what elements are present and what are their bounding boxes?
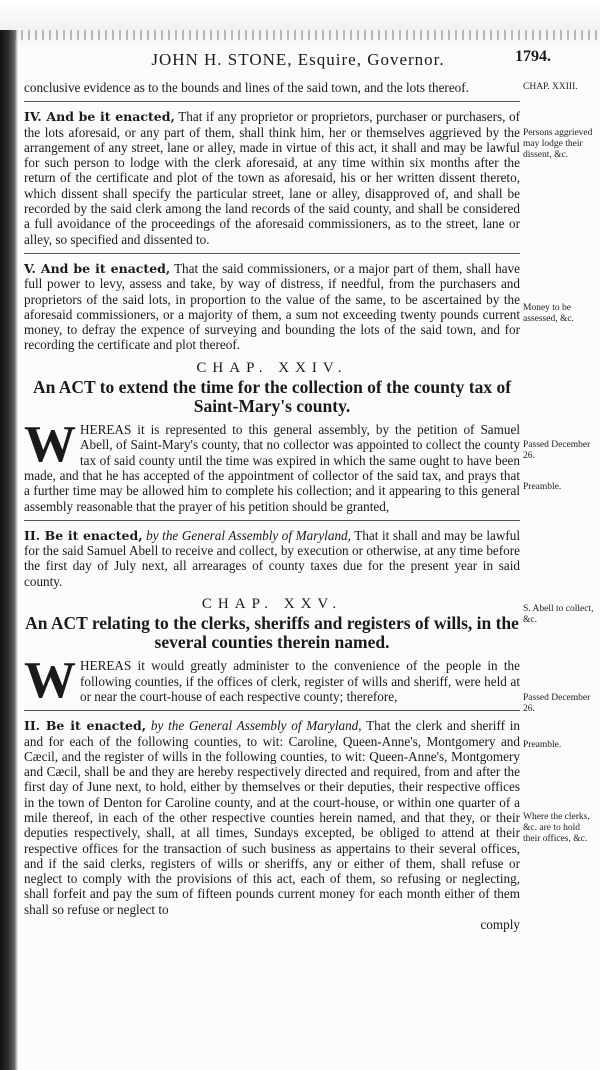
divider <box>24 101 520 102</box>
section-iv <box>24 109 520 247</box>
continued-paragraph: conclusive evidence as to the bounds and lines of the said town, and the lots thereof. <box>24 80 469 95</box>
section-xxv-ii-lead: II. Be it enacted, <box>24 718 147 734</box>
margin-note-passed-1: Passed December 26. <box>523 440 591 461</box>
margin-note-passed-2: Passed December 26. <box>523 693 591 714</box>
margin-note-chap-ref: CHAP. XXIII. <box>523 82 578 92</box>
section-iv-text: That if any proprietor or proprietors, purchaser or purchasers, of the lots aforesaid, or any part of them, shall think him, her or themselves aggrieved by the arrangement of any street, lane or alley, made in virtue of this act, it shall and may be lawful for such person to lodge with the clerk aforesaid, at any time within six months after the return of the certificate and plot of the town as aforesaid, his or her written dissent thereto, which dissent shall specify the particular street, lane or alley, disapproved of, and shall be recorded by the said clerk among the land records of the said county, and shall be considered a full avoidance of the proceedings of the aforesaid commissioners, as to the street, lane or alley, so specified and dissented to. <box>24 109 521 247</box>
divider <box>24 710 520 711</box>
divider <box>24 253 520 254</box>
section-v-text: That the said commissioners, or a major part of them, shall have full power to levy, assess and take, by way of distress, if needful, from the purchasers and proprietors of the said lots, in proportion to the value of the same, to be ascertained by the aforesaid commissioners, or a majority of them, a sum not exceeding twenty pounds current money, to defray the expence of surveying and bounding the lots of the said town, and for recording the certificate and plot thereof. <box>24 260 520 353</box>
section-v <box>24 261 520 353</box>
header-year: 1794. <box>515 48 551 65</box>
preamble-xxiv-text: HEREAS it is represented to this general assembly, by the petition of Samuel Abell, of Saint-Mary's county, that no collector was appointed to collect the county tax of said county until the time was expired in which the same ought to have been made, and that he has accepted of the appointment of collector of the said tax, and prays that a further time may be allowed him to complete his collection; and it appearing to this general assembly reasonable that the prayer of his petition should be granted, <box>24 422 520 514</box>
section-xxiv-ii-lead: II. Be it enacted, <box>24 527 143 543</box>
margin-note-abell: S. Abell to collect, &c. <box>523 604 594 625</box>
section-v-lead: V. And be it enacted, <box>24 260 171 276</box>
section-xxiv-ii-text: That it shall and may be lawful for the said Samuel Abell to receive and collect, by execution or otherwise, at any time before the first day of July next, all arrearages of county taxes due for the present year in said county. <box>24 527 521 589</box>
section-xxiv-ii-italic: by the General Assembly of Maryland, <box>142 527 351 543</box>
preamble-xxv-text: HEREAS it would greatly administer to the convenience of the people in the following counties, if the offices of clerk, register of wills and sheriff, were held at or near the court-house of each respective county; therefore, <box>80 658 520 704</box>
section-xxiv-ii <box>24 528 520 589</box>
margin-note-preamble-2: Preamble. <box>523 740 562 750</box>
act-title-xxiv: An ACT to extend the time for the collection of the county tax of Saint-Mary's county. <box>32 377 512 417</box>
preamble-xxiv <box>24 416 520 514</box>
margin-note-clerks: Where the clerks, &c. are to hold their offices, &c. <box>523 812 590 844</box>
preamble-xxv <box>24 652 520 710</box>
act-title-xxv: An ACT relating to the clerks, sheriffs and registers of wills, in the several counties therein named. <box>25 613 519 653</box>
margin-note-persons-aggrieved: Persons aggrieved may lodge their dissent, &c. <box>523 128 593 160</box>
section-xxv-ii <box>24 718 520 917</box>
main-text-column <box>24 80 520 932</box>
section-xxv-ii-italic: by the General Assembly of Maryland, <box>146 718 362 734</box>
chapter-heading-xxiv: CHAP. XXIV. <box>196 359 348 376</box>
divider <box>24 520 520 521</box>
margin-note-money-assessed: Money to be assessed, &c. <box>523 303 574 324</box>
margin-note-preamble-1: Preamble. <box>523 482 562 492</box>
running-header: JOHN H. STONE, Esquire, Governor. <box>151 50 445 69</box>
page-scan-noise <box>0 30 600 40</box>
drop-cap: W <box>24 416 76 474</box>
chapter-heading-xxv: CHAP. XXV. <box>201 596 343 613</box>
catchword: comply <box>480 917 520 933</box>
page-binding-shadow <box>0 30 18 1070</box>
drop-cap: W <box>24 652 76 710</box>
section-xxv-ii-text: That the clerk and sheriff in and for each of the following counties, to wit: Caroline, Queen-Anne's, Montgomery and Cæcil, and the register of wills in the following counties, to wit: Queen-Anne's, Montgomery and Cæcil, shall be and they are hereby respectively directed and required, from and after the first day of June next, to hold, either by themselves or their deputies, their respective offices in the town of Denton for Caroline county, and at the court-house, or within one quarter of a mile thereof, in each of the other respective counties herein named, and that they, or their deputies respectively, shall, at all times, Sundays excepted, be obliged to attend at their respective offices for the transaction of such business as appertains to their several offices, and if the said clerks, registers of wills or sheriffs, any or either of them, shall refuse or neglect to comply with the provisions of this act, each of them, so refusing or neglecting, shall forfeit and pay the sum of fifteen pounds current money for each month either of them shall so refuse or neglect to <box>24 718 521 917</box>
section-iv-lead: IV. And be it enacted, <box>24 109 175 125</box>
